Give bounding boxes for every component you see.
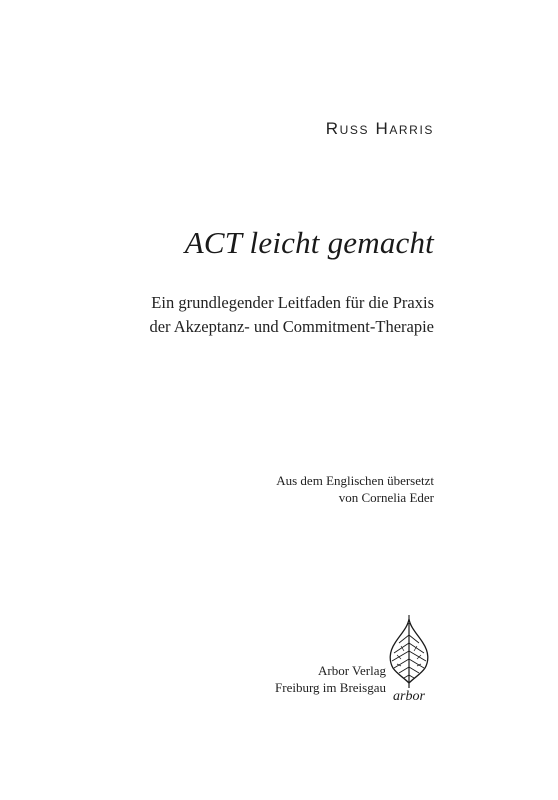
publisher-imprint [275,662,386,696]
publisher-location: Freiburg im Breisgau [275,680,386,695]
leaf-icon [386,615,432,689]
subtitle-line: Ein grundlegender Leitfaden für die Praxis [151,293,434,312]
publisher-name: Arbor Verlag [318,663,386,678]
translation-line: von Cornelia Eder [338,490,434,505]
translation-line: Aus dem Englischen übersetzt [276,473,434,488]
translation-credit [276,472,434,506]
publisher-logo [386,615,432,715]
subtitle-line: der Akzeptanz- und Commitment-Therapie [149,317,434,336]
author-name: Russ Harris [325,119,434,138]
book-title: ACT leicht gemacht [184,225,434,260]
logo-wordmark: arbor [393,689,425,704]
book-subtitle [149,291,434,339]
